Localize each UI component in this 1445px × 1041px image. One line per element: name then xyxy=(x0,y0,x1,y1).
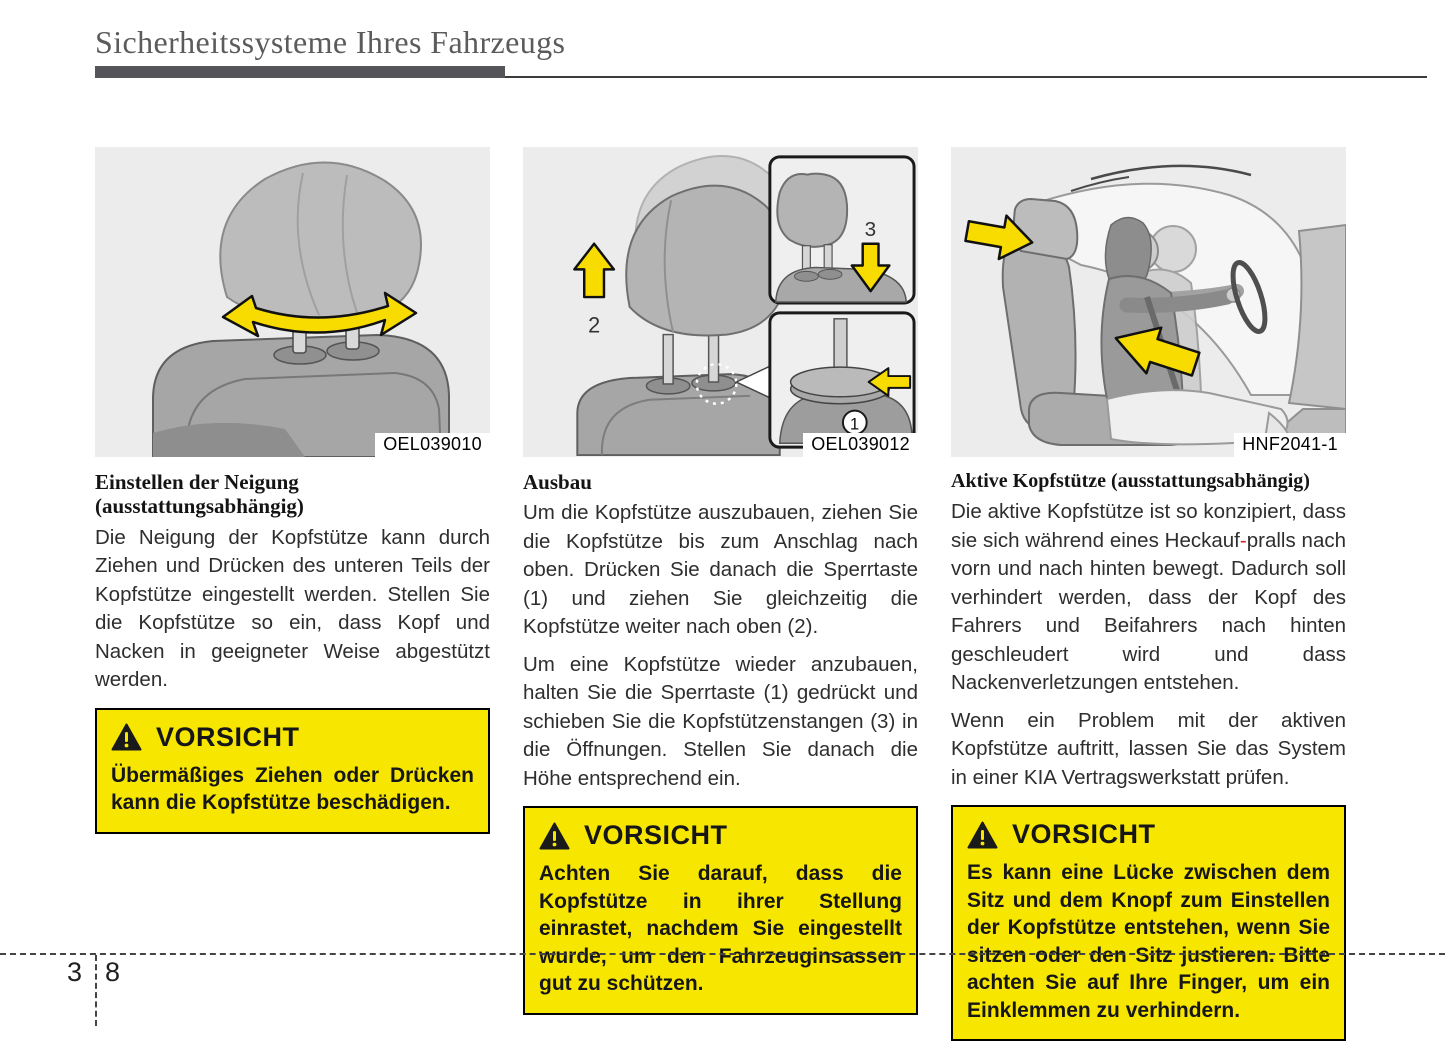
footer-vertical-dashed-line xyxy=(95,955,97,1026)
warning-header xyxy=(967,819,1330,850)
warning-text: Es kann eine Lücke zwischen dem Sitz und dem Knopf zum Einstellen der Kopfstütze entstehen, wenn Sie sitzen oder den Sitz justieren. Bitte achten Sie auf Ihre Finger, um ein Einklemmen zu verhindern. xyxy=(967,861,1330,1022)
section-heading: Ausbau xyxy=(523,470,592,494)
warning-text: Übermäßiges Ziehen oder Drücken kann die Kopfstütze beschädigen. xyxy=(111,763,474,815)
content-columns xyxy=(95,147,1350,1041)
header-rule-line xyxy=(505,76,1427,78)
page-header xyxy=(95,24,1427,78)
warning-title: VORSICHT xyxy=(1012,819,1156,850)
column-tilt-adjustment xyxy=(95,147,490,1041)
inset-height-adjust xyxy=(770,157,914,303)
paragraph-text: Die aktive Kopfstütze ist so konzipiert, dass sie sich während eines Heckauf xyxy=(951,500,1346,552)
warning-header xyxy=(539,820,902,851)
headrest-removal-illustration xyxy=(523,147,918,457)
warning-box xyxy=(951,805,1346,1041)
figure-headrest-removal xyxy=(523,147,918,457)
page-number: 8 xyxy=(105,957,121,987)
active-headrest-illustration xyxy=(951,147,1346,457)
annotation-inset-bottom: 1 xyxy=(849,414,860,434)
warning-title: VORSICHT xyxy=(156,721,300,752)
body-paragraph xyxy=(951,498,1346,698)
figure-code: OEL039010 xyxy=(375,433,490,457)
chapter-number: 3 xyxy=(67,957,83,987)
figure-active-headrest xyxy=(951,147,1346,457)
warning-text: Achten Sie darauf, dass die Kopfstütze in ihrer Stellung einrastet, nachdem Sie eingestellt wurde, um den Fahrzeuginsassen gut zu schützen. xyxy=(539,862,902,996)
figure-headrest-tilt xyxy=(95,147,490,457)
header-rule xyxy=(95,66,1427,78)
warning-triangle-icon xyxy=(967,821,998,849)
annotation-inset-top: 3 xyxy=(864,217,877,241)
figure-code: HNF2041-1 xyxy=(1234,433,1346,457)
column-removal xyxy=(523,147,918,1041)
warning-box xyxy=(95,708,490,834)
warning-title: VORSICHT xyxy=(584,820,728,851)
footer-dashed-line xyxy=(0,953,1445,955)
warning-triangle-icon xyxy=(539,822,570,850)
column-active-headrest xyxy=(951,147,1346,1041)
warning-box xyxy=(523,806,918,1015)
warning-triangle-icon xyxy=(111,723,142,751)
body-paragraph: Die Neigung der Kopfstütze kann durch Ziehen und Drücken des unteren Teils der Kopfstütze eingestellt werden. Stellen Sie die Kopfstütze so ein, dass Kopf und Nacken in geeigneter Weise abgestützt werden. xyxy=(95,525,490,692)
paragraph-text: pralls nach vorn und nach hinten bewegt. Dadurch soll verhindert werden, dass der Kopf des Fahrers und Beifahrers nach hinten geschleudert wird und dass Nackenverletzungen entstehen. xyxy=(951,528,1347,695)
warning-header xyxy=(111,722,474,753)
inset-lock-button xyxy=(770,313,914,447)
page-title: Sicherheitssysteme Ihres Fahrzeugs xyxy=(95,24,566,60)
body-paragraph: Um eine Kopfstütze wieder anzubauen, halten Sie die Sperrtaste (1) gedrückt und schieben Sie die Kopfstützenstangen (3) in die Öffnungen. Stellen Sie danach die Höhe entsprechend ein. xyxy=(523,652,918,790)
section-heading: Einstellen der Neigung (ausstattungsabhängig) xyxy=(95,470,304,519)
header-rule-bar xyxy=(95,66,505,78)
red-hyphen: - xyxy=(1239,528,1247,552)
body-paragraph: Um die Kopfstütze auszubauen, ziehen Sie die Kopfstütze bis zum Anschlag nach oben. Drücken Sie danach die Sperrtaste (1) und ziehen Sie gleichzeitig die Kopfstütze weiter nach oben (2). xyxy=(523,501,918,639)
body-paragraph: Wenn ein Problem mit der aktiven Kopfstütze auftritt, lassen Sie das System in einer KIA Vertragswerkstatt prüfen. xyxy=(951,708,1346,789)
headrest-tilt-illustration xyxy=(95,147,490,457)
annotation-up-arrow: 2 xyxy=(588,312,601,338)
figure-code: OEL039012 xyxy=(803,433,918,457)
section-heading: Aktive Kopfstütze (ausstattungsabhängig) xyxy=(951,470,1310,492)
